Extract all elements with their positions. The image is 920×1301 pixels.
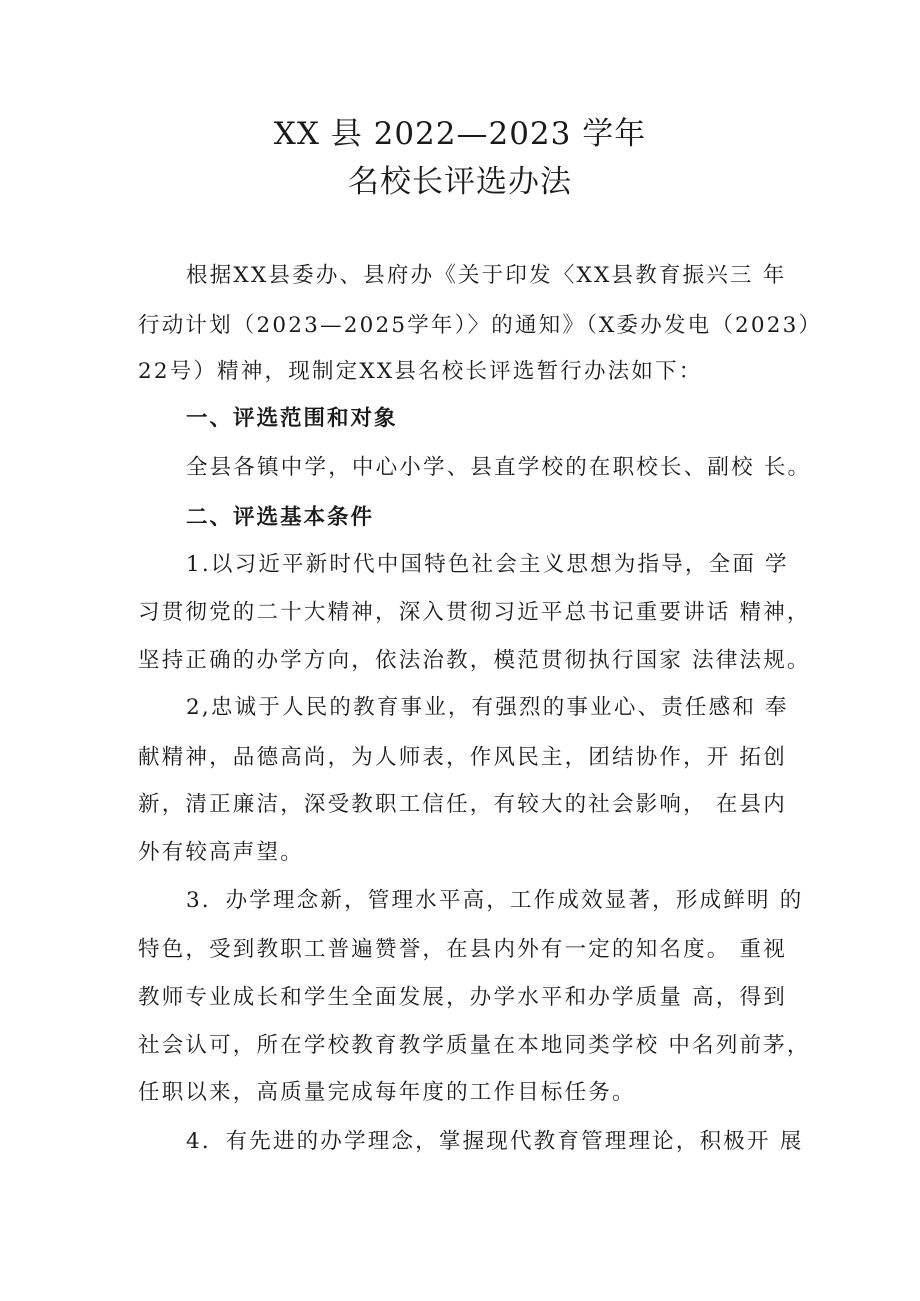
paragraph-line: 外有较高声望。	[138, 840, 304, 865]
paragraph-line: 任职以来，高质量完成每年度的工作目标任务。	[138, 1080, 636, 1105]
paragraph-line: 1.以习近平新时代中国特色社会主义思想为指导，全面 学	[186, 552, 789, 577]
paragraph-line: 根据XX县委办、县府办《关于印发〈XX县教育振兴三 年	[186, 263, 787, 288]
paragraph-line: 22号）精神，现制定XX县名校长评选暂行办法如下：	[138, 359, 703, 384]
paragraph-line: 行动计划（2023—2025学年）〉的通知》（X委办发电（2023）	[138, 313, 823, 338]
paragraph-line: 习贯彻党的二十大精神，深入贯彻习近平总书记重要讲话 精神，	[138, 600, 811, 625]
paragraph-line: 全县各镇中学，中心小学、县直学校的在职校长、副校 长。	[186, 455, 812, 480]
paragraph-line: 特色，受到教职工普遍赞誉，在县内外有一定的知名度。 重视	[138, 937, 787, 962]
paragraph-line: 社会认可，所在学校教育教学质量在本地同类学校 中名列前茅，	[138, 1033, 811, 1058]
paragraph-line: 坚持正确的办学方向，依法治教，模范贯彻执行国家 法律法规。	[138, 648, 811, 673]
document-title-line-1: XX 县 2022—2023 学年	[273, 116, 647, 152]
paragraph-line: 教师专业成长和学生全面发展，办学水平和办学质量 高，得到	[138, 985, 787, 1010]
paragraph-line: 3．办学理念新，管理水平高，工作成效显著，形成鲜明 的	[186, 888, 804, 913]
paragraph-line: 2,忠诚于人民的教育事业，有强烈的事业心、责任感和 奉	[186, 695, 789, 720]
paragraph-line: 4．有先进的办学理念，掌握现代教育管理理论，积极开 展	[186, 1129, 804, 1154]
section-heading: 二、评选基本条件	[186, 505, 375, 530]
section-heading: 一、评选范围和对象	[186, 406, 398, 431]
document-title-line-2: 名校长评选办法	[348, 164, 572, 200]
paragraph-line: 献精神，品德高尚，为人师表，作风民主，团结协作，开 拓创	[138, 745, 787, 770]
paragraph-line: 新，清正廉洁，深受教职工信任，有较大的社会影响， 在县内	[138, 792, 787, 817]
